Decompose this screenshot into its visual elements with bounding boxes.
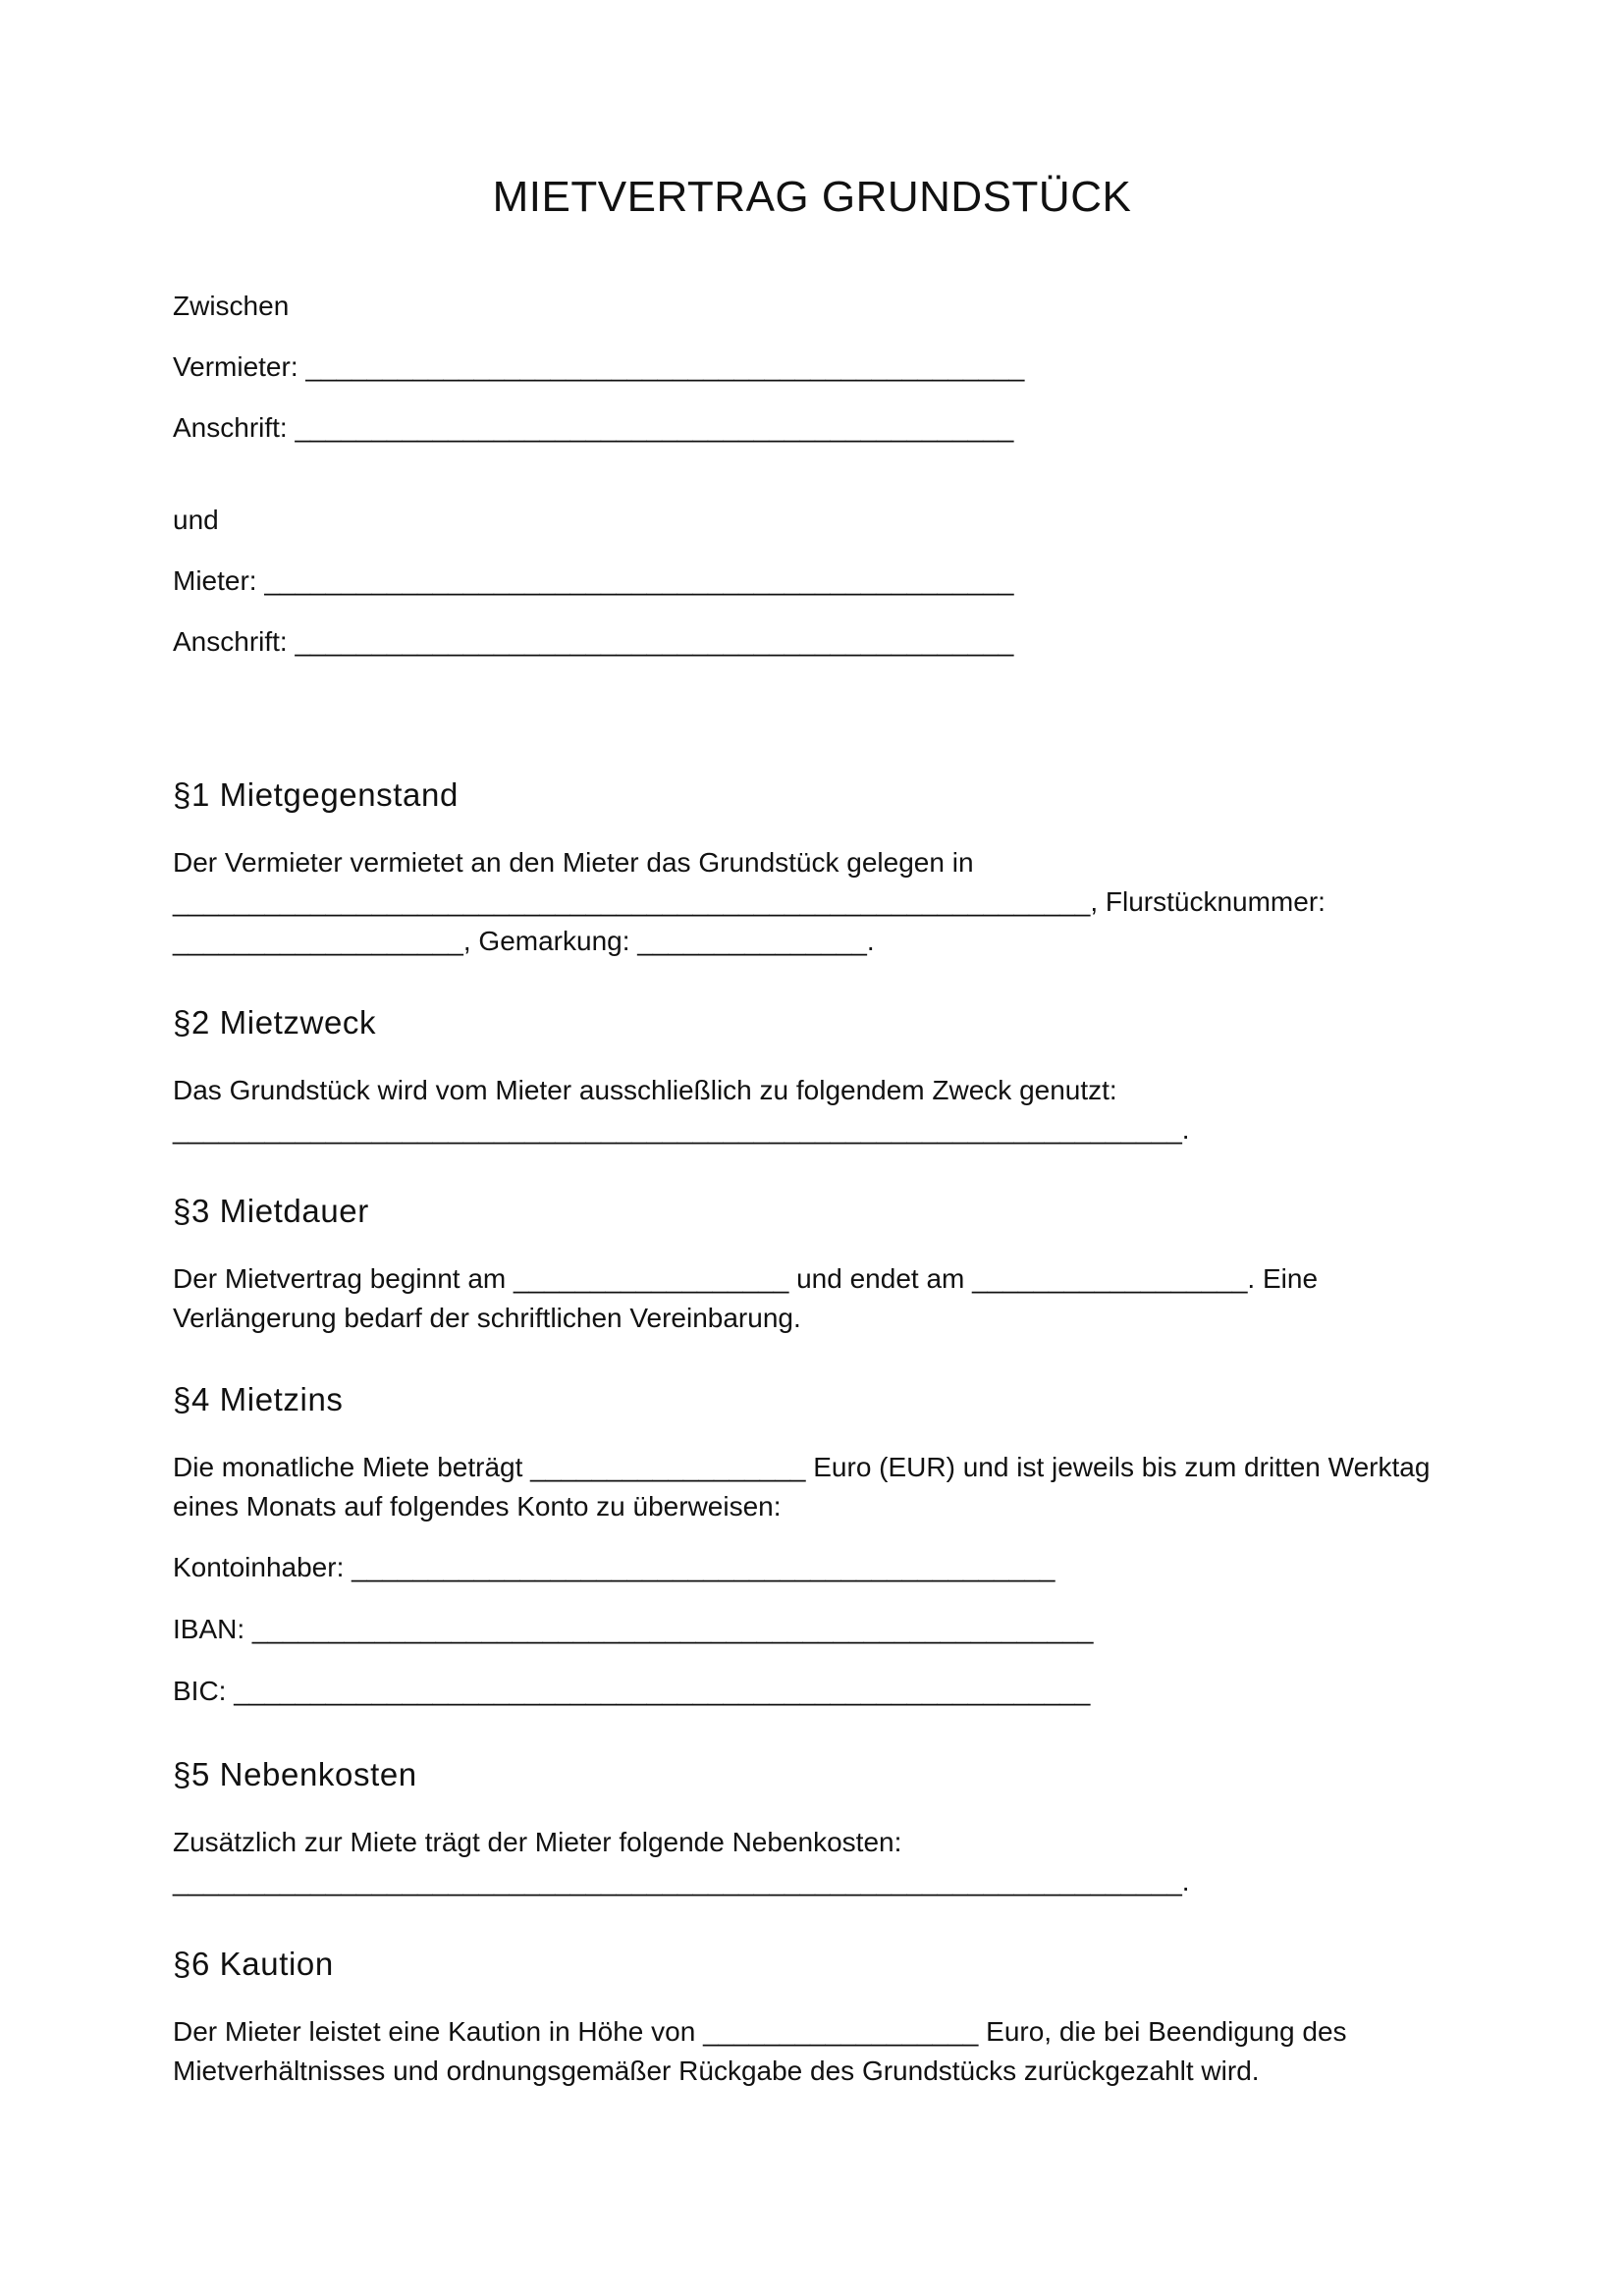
section-3-text [173, 1259, 1469, 1338]
section-5-line: __________________________________________________________________. [173, 1866, 1190, 1896]
section-2-text [173, 1071, 1469, 1149]
tenant-field: Mieter: _________________________________________________ [173, 565, 1014, 596]
section-5-line: Zusätzlich zur Miete trägt der Mieter folgende Nebenkosten: [173, 1827, 902, 1857]
landlord-field: Vermieter: _______________________________________________ [173, 351, 1025, 382]
section-6-line: Mietverhältnisses und ordnungsgemäßer Rückgabe des Grundstücks zurückgezahlt wird. [173, 2056, 1260, 2086]
section-5-text [173, 1823, 1469, 1901]
parties-conjunction: und [173, 505, 219, 535]
account-holder-field: Kontoinhaber: ______________________________________________ [173, 1552, 1056, 1582]
section-4-heading: §4 Mietzins [173, 1381, 344, 1417]
bic-field: BIC: ________________________________________________________ [173, 1676, 1091, 1706]
iban-field: IBAN: _______________________________________________________ [173, 1614, 1094, 1644]
section-6-heading: §6 Kaution [173, 1946, 334, 1982]
section-1-line: Der Vermieter vermietet an den Mieter das Grundstück gelegen in [173, 847, 974, 878]
tenant-address-field: Anschrift: _______________________________________________ [173, 626, 1014, 657]
section-6-text [173, 2012, 1469, 2091]
section-1-line: ____________________________________________________________, Flurstücknummer: [173, 886, 1326, 917]
document-title: MIETVERTRAG GRUNDSTÜCK [492, 173, 1132, 221]
section-3-line: Verlängerung bedarf der schriftlichen Vereinbarung. [173, 1303, 801, 1333]
section-1-heading: §1 Mietgegenstand [173, 776, 459, 813]
section-6-line: Der Mieter leistet eine Kaution in Höhe von __________________ Euro, die bei Beendigung des [173, 2016, 1347, 2047]
section-1-text [173, 843, 1469, 961]
section-1-line: ___________________, Gemarkung: _______________. [173, 926, 875, 956]
section-2-line: Das Grundstück wird vom Mieter ausschließlich zu folgendem Zweck genutzt: [173, 1075, 1117, 1105]
section-5-heading: §5 Nebenkosten [173, 1756, 417, 1792]
landlord-address-field: Anschrift: _______________________________________________ [173, 412, 1014, 443]
parties-intro: Zwischen [173, 291, 290, 321]
section-4-text [173, 1448, 1469, 1526]
section-2-line: __________________________________________________________________. [173, 1114, 1190, 1145]
section-4-line: Die monatliche Miete beträgt __________________ Euro (EUR) und ist jeweils bis zum dritten Werktag [173, 1452, 1431, 1482]
section-3-heading: §3 Mietdauer [173, 1193, 369, 1229]
section-2-heading: §2 Mietzweck [173, 1004, 377, 1041]
section-3-line: Der Mietvertrag beginnt am __________________ und endet am __________________. Eine [173, 1263, 1319, 1294]
section-4-line: eines Monats auf folgendes Konto zu überweisen: [173, 1491, 782, 1522]
